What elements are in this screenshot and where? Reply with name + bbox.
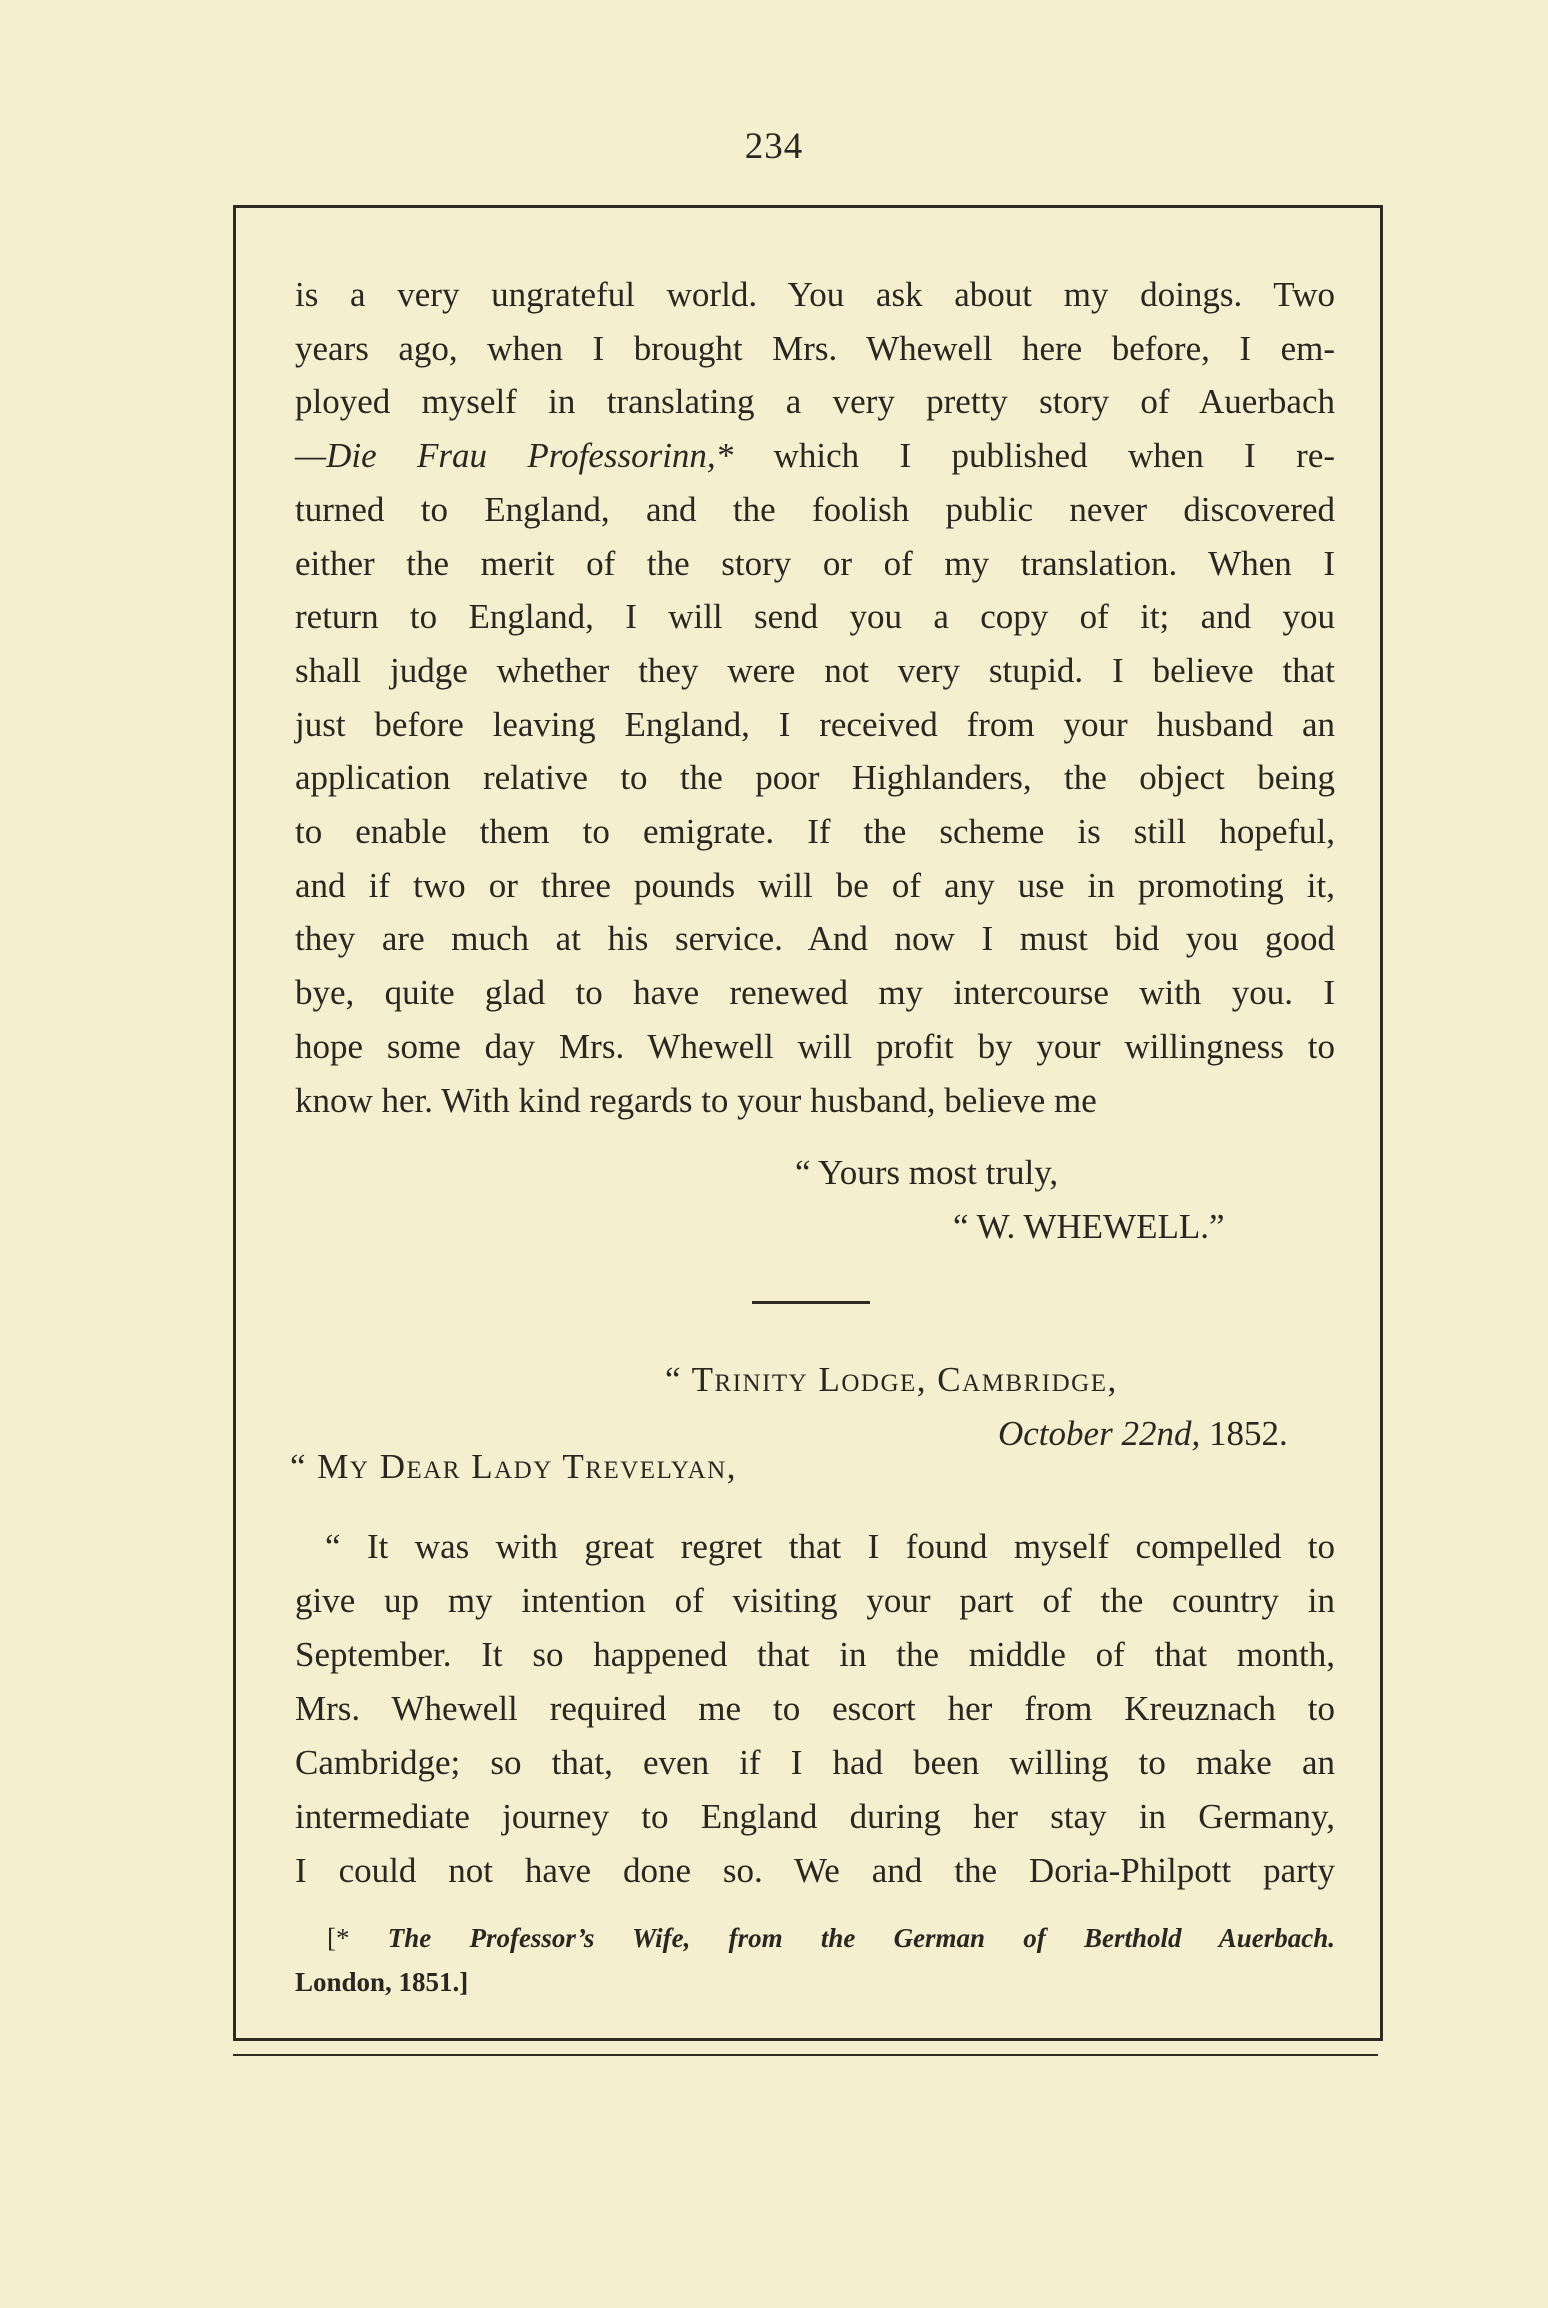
book-title: —Die Frau Professorinn,* (295, 436, 734, 476)
letter-2-date-day: October 22nd, (998, 1414, 1201, 1453)
footnote-citation: The Professor’s Wife, from the German of Berthold Auerbach. (387, 1923, 1336, 1953)
letter-1-line-rest: which I published when I re- (773, 436, 1336, 476)
letter-1-line: bye, quite glad to have renewed my intercourse with you. I (295, 973, 1335, 1013)
letter-2-line: September. It so happened that in the middle of that month, (295, 1635, 1335, 1674)
letter-1-line: is a very ungrateful world. You ask about my doings. Two (295, 275, 1335, 314)
letter-2-salutation: “ My Dear Lady Trevelyan, (290, 1447, 737, 1486)
letter-1-line: application relative to the poor Highlanders, the object being (295, 758, 1335, 798)
letter-1-closing: “ Yours most truly, (795, 1153, 1059, 1192)
letter-2-line: I could not have done so. We and the Doria-Philpott party (295, 1851, 1335, 1890)
letter-1-line: turned to England, and the foolish public never discovered (295, 489, 1335, 529)
letter-2-body (295, 1520, 1335, 1898)
letter-1-line-with-title (295, 429, 1335, 483)
letter-1-line: know her. With kind regards to your husband, believe me (295, 1080, 1097, 1120)
letter-1-line: just before leaving England, I received from your husband an (295, 704, 1335, 744)
footnote-marker: [* (327, 1923, 350, 1953)
letter-2-address: “ Trinity Lodge, Cambridge, (665, 1360, 1118, 1399)
page-number: 234 (744, 126, 804, 167)
letter-2-line: “ It was with great regret that I found myself compelled to (325, 1527, 1335, 1566)
footnote (295, 1916, 1335, 2004)
section-divider (752, 1301, 870, 1304)
letter-1-line: return to England, I will send you a copy of it; and you (295, 597, 1335, 637)
letter-1-line: shall judge whether they were not very stupid. I believe that (295, 650, 1335, 690)
letter-1-line: hope some day Mrs. Whewell will profit by your willingness to (295, 1026, 1335, 1066)
letter-2-date-year: 1852. (1200, 1414, 1288, 1453)
letter-1-line: to enable them to emigrate. If the scheme is still hopeful, (295, 812, 1335, 852)
footnote-line-1 (295, 1916, 1335, 1960)
letter-1-line: either the merit of the story or of my translation. When I (295, 543, 1335, 583)
footnote-line-2: London, 1851.] (295, 1967, 469, 1997)
letter-2-line: give up my intention of visiting your part of the country in (295, 1581, 1335, 1620)
letter-1-line: ployed myself in translating a very pretty story of Auerbach (295, 382, 1335, 422)
letter-1-line: they are much at his service. And now I must bid you good (295, 919, 1335, 959)
letter-2-line: intermediate journey to England during her stay in Germany, (295, 1797, 1335, 1836)
letter-2-date (998, 1414, 1288, 1454)
frame-bottom-rule (233, 2054, 1378, 2056)
letter-2-line: Mrs. Whewell required me to escort her from Kreuznach to (295, 1689, 1335, 1728)
letter-1-line: and if two or three pounds will be of any use in promoting it, (295, 865, 1335, 905)
letter-1-signature: “ W. WHEWELL.” (953, 1207, 1225, 1246)
letter-2-line: Cambridge; so that, even if I had been willing to make an (295, 1743, 1335, 1782)
letter-1-line: years ago, when I brought Mrs. Whewell here before, I em- (295, 328, 1335, 368)
letter-1-body (295, 268, 1335, 1127)
